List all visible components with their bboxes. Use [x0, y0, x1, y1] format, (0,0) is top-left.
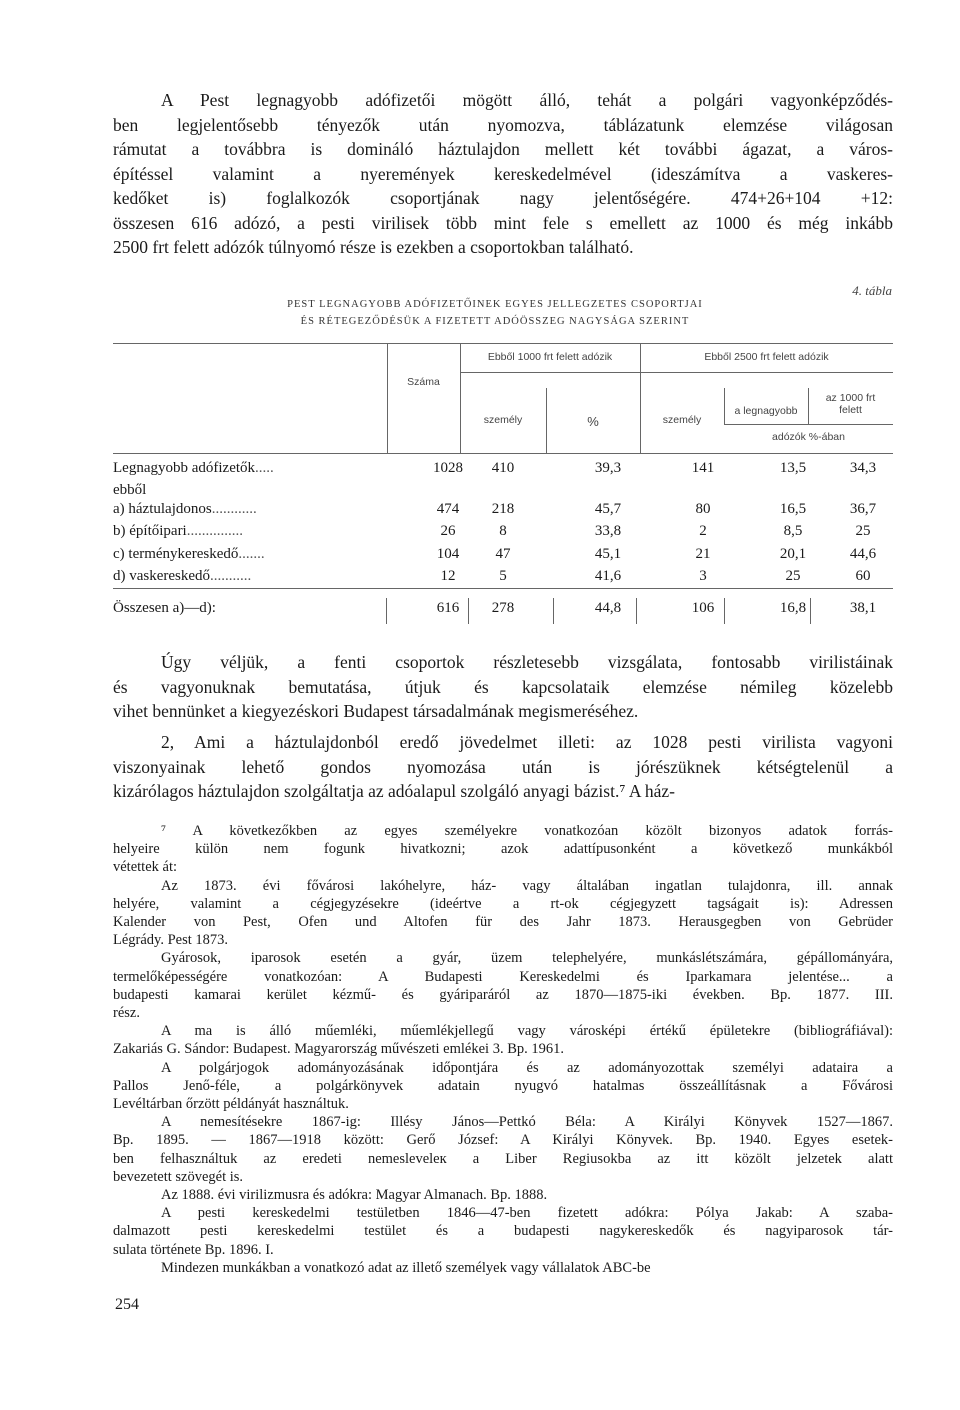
para1-line: összesen 616 adózó, a pesti virilisek több mint fele s emellett az 1000 és még inkább	[113, 212, 893, 233]
para1-line: építéssel valamint a nyeremények kereskedelmével (ideszámítva a vaskeres-	[113, 163, 893, 184]
cell-pct-1000-felett: 36,7	[849, 501, 877, 517]
cell-pct-legnagyobb: 16,5	[779, 501, 807, 517]
table-row	[113, 501, 893, 525]
row-label-dots: ............	[211, 501, 257, 517]
cell-pct-1000: 45,7	[594, 501, 622, 517]
para3-line: 2, Ami a háztulajdonból eredő jövedelmet illeti: az 1028 pesti virilista vagyoni	[161, 732, 893, 752]
footnote-line: ben felhasználtuk az eredeti nemesleveleк a Liber Regiusokba az itt közölt jelzetek alatt	[113, 1150, 893, 1167]
footnote-line: Kalender von Pest, Ofen und Altofen für des Jahr 1873. Herausgegben von Gebrüder	[113, 914, 893, 931]
footnote-line: Mindezen munkákban a vonatkozó adat az illető személyek vagy vállalatok ABC-be	[161, 1259, 651, 1276]
footnote-line: ⁷ A következőkben az egyes személyekre vonatkozóan közölt bizonyos adatok forrás-	[161, 823, 893, 839]
header-felett-line: felett	[839, 404, 862, 416]
header-az-1000-line: az 1000 frt	[825, 392, 876, 404]
footnote-line: A nemesítésekre 1867-ig: Illésy János—Pettkó Béla: A Királyi Könyvek 1527—1867.	[161, 1114, 893, 1131]
cell-pct-legnagyobb: 20,1	[779, 546, 807, 562]
cell-pct-1000: 39,3	[594, 460, 622, 476]
table-header-rule	[113, 453, 893, 454]
para3-line: viszonyainak lehető gondos nyomozása után is jórészüknek kétségtelenül a	[113, 756, 893, 777]
table-title-line-1: PEST LEGNAGYOBB ADÓFIZETŐINEK EGYES JELLEGZETES CSOPORTJAI	[287, 299, 703, 310]
footnote-line: A pesti kereskedelmi testületben 1846—47-ben fizetett adókra: Pólya Jakab: A szaba-	[161, 1205, 893, 1222]
table-top-rule	[113, 343, 893, 344]
footnote-line: budapesti kamarai kerület kézmű- és gyáriparáról az 1870—1875-iki években. Bp. 1877. III.	[113, 986, 893, 1003]
cell-pct-1000: 33,8	[594, 523, 622, 539]
row-label-text: c) terménykereskedő	[113, 546, 239, 562]
header-pct: %	[587, 414, 599, 429]
total-label: Összesen a)—d):	[113, 600, 216, 616]
table-row	[113, 460, 893, 484]
footnote-line: Bp. 1895. — 1867—1918 között: Gerő József: A Királyi Könyvek. Bp. 1940. Egyes esetek-	[113, 1132, 893, 1149]
cell-szemely-2500: 3	[699, 568, 707, 584]
table-title-line-2: ÉS RÉTEGEZŐDÉSÜK A FIZETETT ADÓÖSSZEG NAGYSÁGA SZERINT	[300, 316, 690, 327]
paragraph-conclusion	[113, 650, 893, 724]
row-label-text: b) építőipari	[113, 523, 187, 539]
cell-pct-1000-felett: 44,6	[849, 546, 877, 562]
cell-szemely-1000: 8	[499, 523, 507, 539]
row-label-text: a) háztulajdonos	[113, 501, 212, 517]
footnote-line: helyére, valamint a cégjegyzésekre (ideértve a rt-ok cégjegyzett tagságait is): Adressen	[113, 895, 893, 912]
footnote-line: sulata története Bp. 1896. I.	[113, 1241, 274, 1258]
row-label	[113, 501, 257, 518]
total-pct-1000-felett: 38,1	[849, 600, 877, 616]
header-szama: Száma	[407, 376, 440, 388]
para1-line: rámutat a továbbra is domináló háztulajdon mellett két további ágazat, a város-	[113, 139, 893, 159]
table-label: 4. tábla	[852, 283, 892, 298]
table-total-row	[113, 600, 893, 624]
cell-szemely-1000: 5	[499, 568, 507, 584]
footnote-line: Légrády. Pest 1873.	[113, 932, 229, 949]
footnote-line: rész.	[113, 1005, 140, 1022]
row-label-text: ebből	[113, 482, 147, 498]
cell-szemely-2500: 21	[695, 546, 711, 562]
para2-line: Úgy véljük, a fenti csoportok részletesebb vizsgálata, fontosabb virilistáinak	[161, 652, 893, 672]
para3-line: kizárólagos háztulajdon szolgáltatja az adóalapul szolgáló anyagi bázist.⁷ A ház-	[113, 781, 676, 801]
cell-szama: 26	[440, 523, 456, 539]
row-label	[113, 460, 274, 477]
cell-pct-1000: 41,6	[594, 568, 622, 584]
cell-szama: 474	[436, 501, 460, 517]
table-row	[113, 568, 893, 592]
row-label	[113, 568, 251, 585]
cell-szama: 12	[440, 568, 456, 584]
total-szama: 616	[436, 600, 460, 616]
cell-szemely-2500: 141	[691, 460, 715, 476]
para2-line: vihet bennünket a kiegyezéskori Budapest társadalmának megismeréséhez.	[113, 701, 639, 721]
cell-pct-legnagyobb: 8,5	[783, 523, 803, 539]
header-group-1000: Ebből 1000 frt felett adózik	[487, 351, 613, 363]
footnote-line: Levéltárban őrzött példányát használtuk.	[113, 1096, 349, 1113]
row-label-text: d) vaskereskedő	[113, 568, 211, 584]
cell-pct-1000-felett: 25	[855, 523, 871, 539]
para1-line: kedőket is) foglalkozók csoportjának nagy jelentőségére. 474+26+104 +12:	[113, 188, 893, 208]
header-legnagyobb: a legnagyobb	[734, 405, 798, 417]
total-szemely-1000: 278	[491, 600, 515, 616]
page-number: 254	[115, 1296, 139, 1313]
row-label-dots: ...............	[186, 523, 243, 539]
footnote-7	[113, 822, 893, 1277]
footnote-line: Pallos Jenő-féle, a polgárkönyvek adatain nyugvó hatalmas összeállításnak a Fővárosi	[113, 1077, 893, 1094]
cell-pct-1000-felett: 60	[855, 568, 871, 584]
cell-szama: 1028	[433, 460, 463, 476]
header-az-1000	[808, 392, 893, 416]
total-szemely-2500: 106	[691, 600, 715, 616]
cell-pct-1000-felett: 34,3	[849, 460, 877, 476]
paragraph-section-2	[113, 730, 893, 804]
cell-szama: 104	[436, 546, 460, 562]
para2-line: és vagyonuknak bemutatása, útjuk és kapcsolataik elemzése némileg közelebb	[113, 676, 893, 697]
footnote-line: helyeire külön nem fogunk hivatkozni; azok adattípusonként a következő munkákból	[113, 841, 893, 858]
row-label-dots: ...........	[210, 568, 252, 584]
row-label-text: Legnagyobb adófizetők	[113, 460, 256, 476]
paragraph-intro	[113, 88, 893, 260]
cell-szemely-1000: 47	[495, 546, 511, 562]
row-label	[113, 523, 243, 540]
header-szemely-2: személy	[662, 414, 702, 426]
footnote-line: A ma is álló műemléki, műemlékjellegű vagy városképi értékű épületekre (bibliográfiával):	[161, 1023, 893, 1040]
col-divider-1	[387, 343, 388, 453]
subgroup-rule	[724, 424, 893, 425]
row-label	[113, 546, 265, 563]
header-group-2500: Ebből 2500 frt felett adózik	[704, 351, 829, 363]
cell-szemely-2500: 80	[695, 501, 711, 517]
cell-szemely-1000: 218	[491, 501, 515, 517]
footnote-line: dalmazott pesti kereskedelmi testület és a budapesti nagykereskedők és nagyiparosok tár-	[113, 1223, 893, 1240]
footnote-line: A polgárjogok adományozásának időpontjára és az adományozottak személyi adataira a	[161, 1059, 893, 1076]
total-pct-legnagyobb: 16,8	[779, 600, 807, 616]
header-adozok: adózók %-ában	[772, 431, 845, 443]
footnote-line: Zakariás G. Sándor: Budapest. Magyarország művészeti emlékei 3. Bp. 1961.	[113, 1041, 564, 1058]
table-row	[113, 523, 893, 547]
table-row	[113, 546, 893, 570]
footnote-line: Gyárosok, iparosok esetén a gyár, üzem telephelyére, munkáslétszámára, gépállományára,	[161, 950, 893, 967]
footnote-line: termelőképességére vonatkozóan: A Budapesti Kereskedelmi és Iparkamara jelentése... a	[113, 968, 893, 985]
footnote-line: vétettek át:	[113, 859, 178, 876]
row-label	[113, 482, 146, 499]
footnote-line: bevezetett szövegét is.	[113, 1168, 244, 1185]
para1-line: 2500 frt felett adózók túlnyomó része is ezekben a csoportokban található.	[113, 237, 634, 257]
cell-pct-legnagyobb: 25	[785, 568, 801, 584]
para1-line: ben legjelentősebb tényezők után nyomozva, táblázatunk elemzése világosan	[113, 114, 893, 135]
cell-szemely-2500: 2	[699, 523, 707, 539]
row-label-dots: .....	[255, 460, 274, 476]
footnote-line: Az 1873. évi fővárosi lakóhelyre, ház- vagy általában ingatlan tulajdonra, ill. annak	[161, 877, 893, 894]
header-szemely-1: személy	[483, 414, 523, 426]
table-title	[160, 296, 830, 330]
row-label-dots: .......	[238, 546, 265, 562]
total-pct-1000: 44,8	[594, 600, 622, 616]
para1-line: A Pest legnagyobb adófizetői mögött álló, tehát a polgári vagyonképződés-	[161, 90, 893, 110]
footnote-line: Az 1888. évi virilizmusra és adókra: Magyar Almanach. Bp. 1888.	[161, 1187, 548, 1204]
group-header-rule	[460, 372, 893, 373]
cell-szemely-1000: 410	[491, 460, 515, 476]
cell-pct-1000: 45,1	[594, 546, 622, 562]
cell-pct-legnagyobb: 13,5	[779, 460, 807, 476]
